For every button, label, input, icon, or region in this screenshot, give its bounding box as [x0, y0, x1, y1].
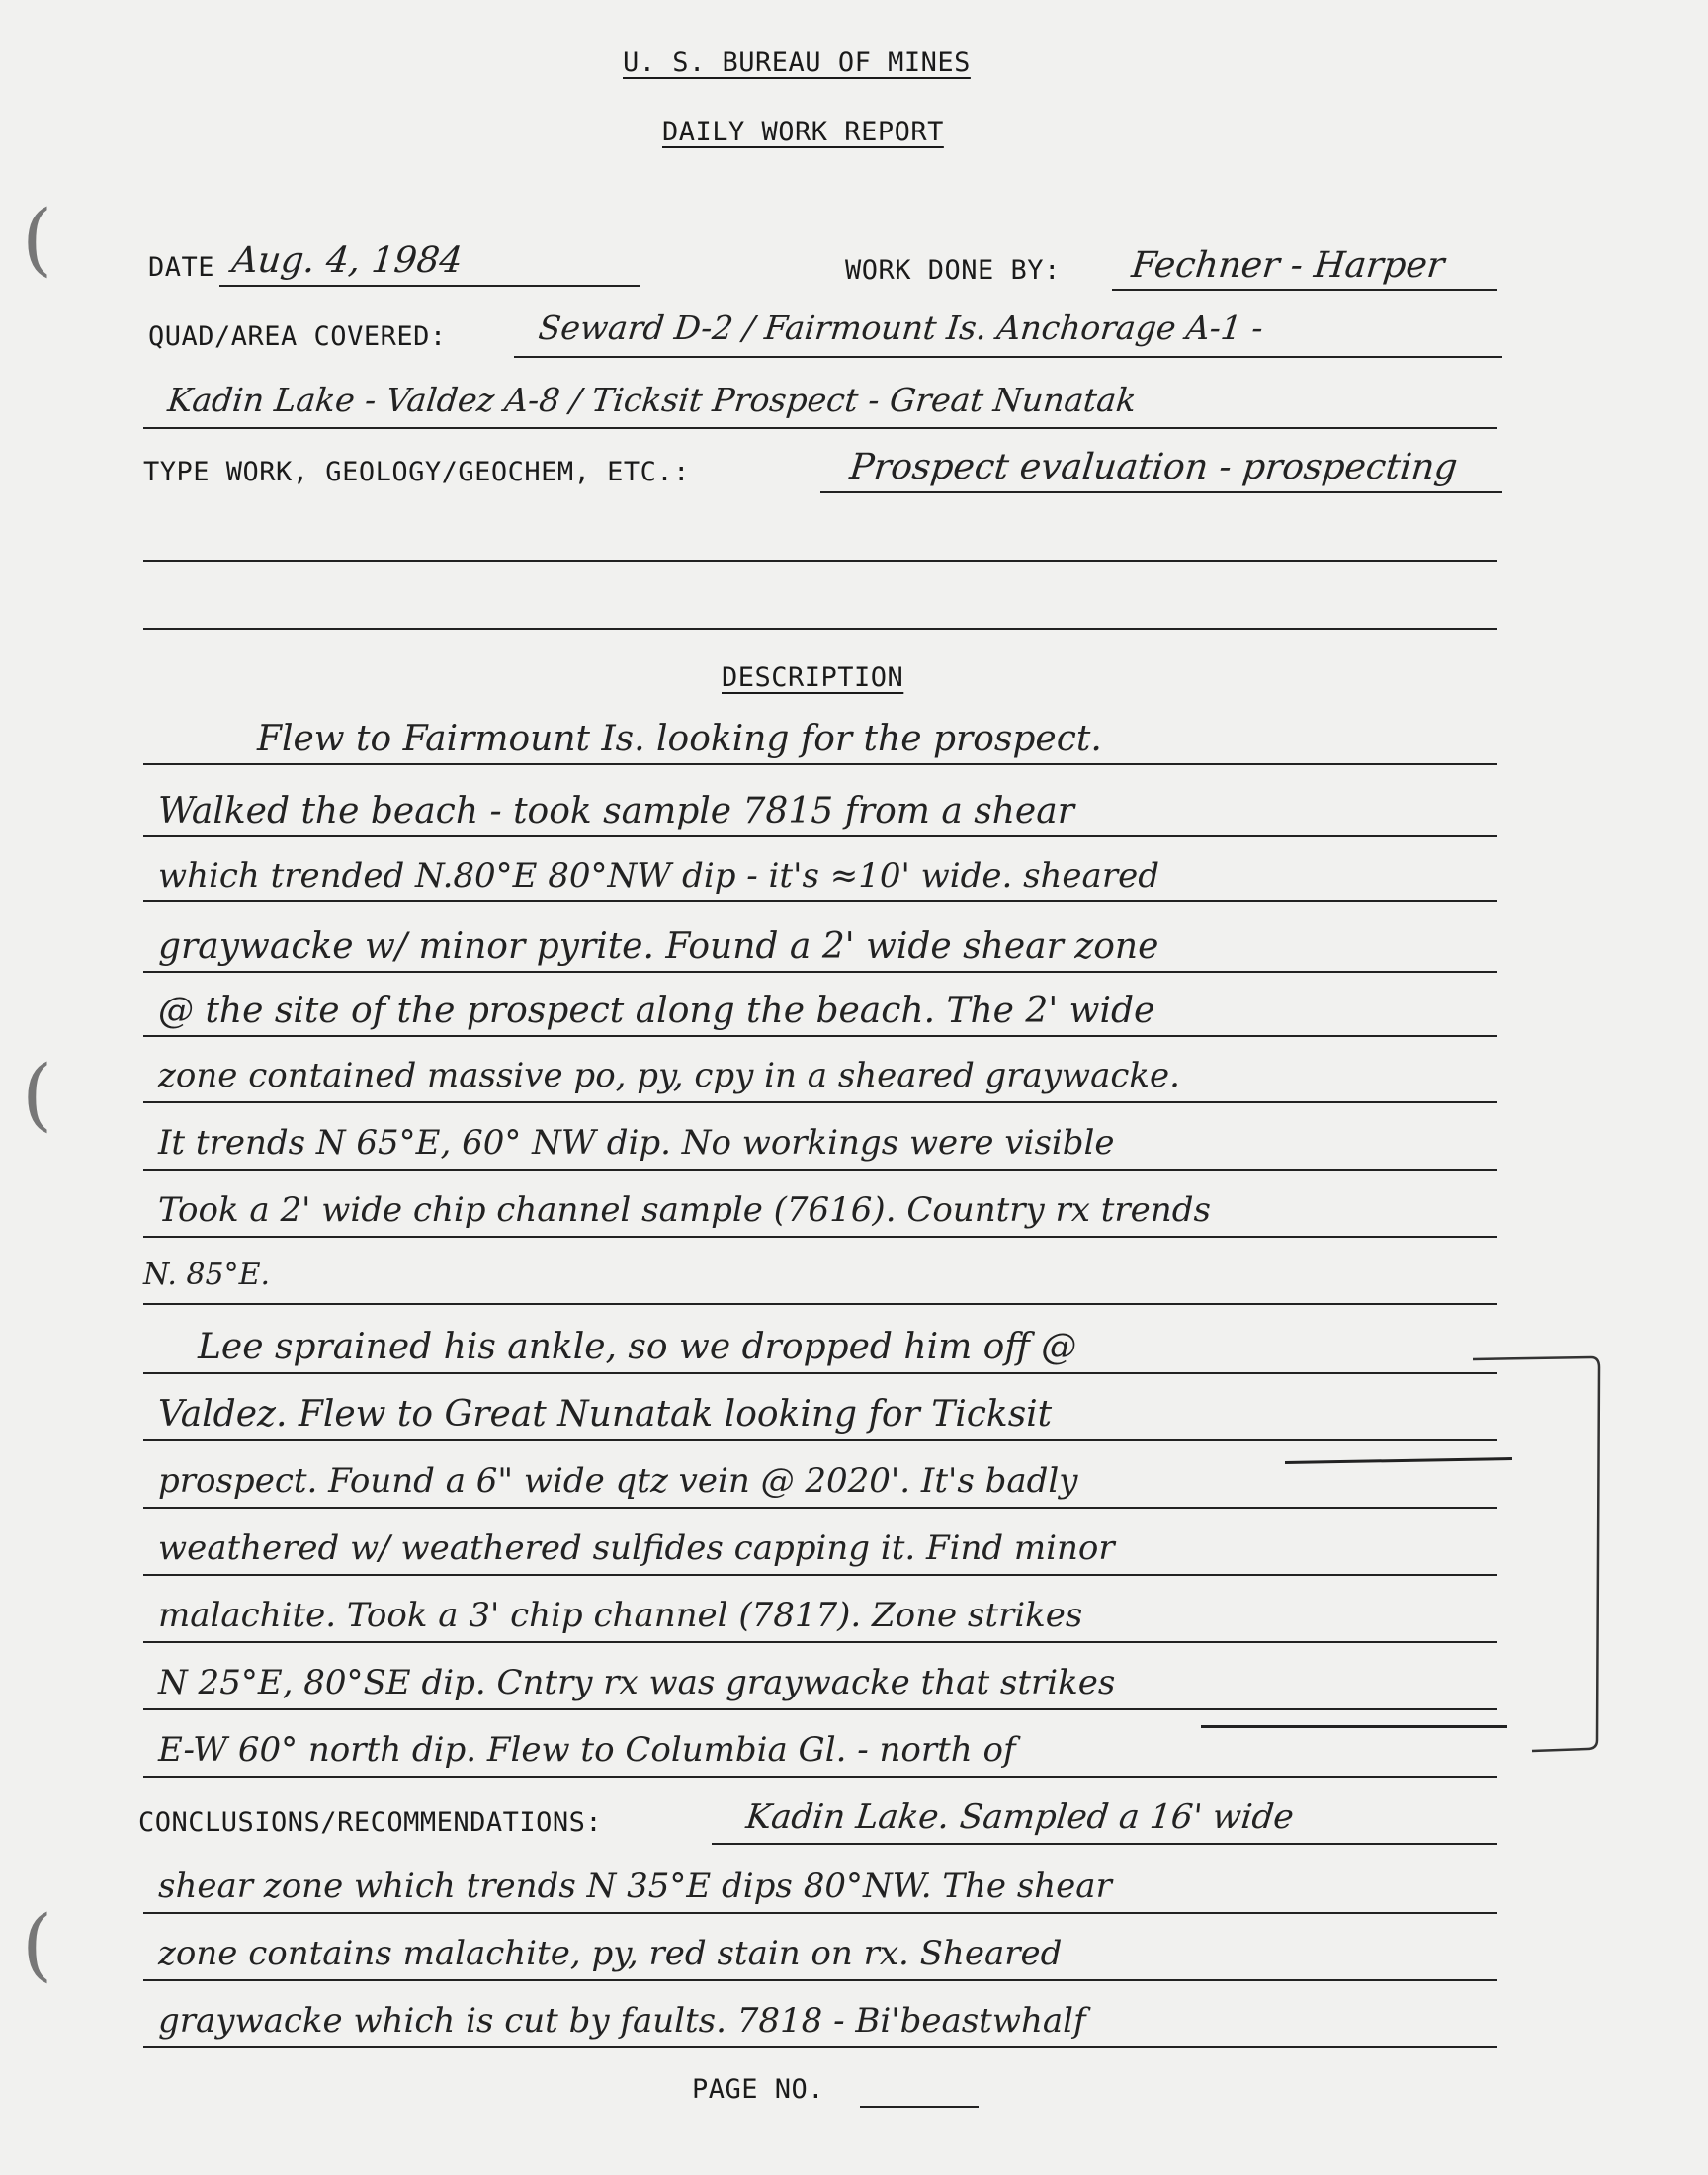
- description-line-10: Lee sprained his ankle, so we dropped him off @: [198, 1327, 1077, 1367]
- ruled-line: [143, 1507, 1497, 1509]
- blank-line-1: [143, 560, 1497, 562]
- page-number-underline: [860, 2106, 979, 2108]
- work-done-by-value: Fechner - Harper: [1129, 245, 1447, 286]
- agency-title: U. S. BUREAU OF MINES: [623, 47, 971, 78]
- description-line-1: Flew to Fairmount Is. looking for the prospect.: [257, 719, 1102, 759]
- quad-underline-2: [143, 427, 1497, 429]
- description-line-4: graywacke w/ minor pyrite. Found a 2' wide shear zone: [158, 926, 1159, 967]
- quad-value-line-1: Seward D-2 / Fairmount Is. Anchorage A-1 -: [536, 308, 1265, 347]
- quad-value-line-2: Kadin Lake - Valdez A-8 / Ticksit Prospect - Great Nunatak: [165, 381, 1139, 419]
- report-title: DAILY WORK REPORT: [662, 117, 944, 147]
- description-line-5: @ the site of the prospect along the beach. The 2' wide: [158, 991, 1155, 1031]
- date-underline: [219, 285, 640, 287]
- quad-label: QUAD/AREA COVERED:: [148, 321, 447, 352]
- description-line-6: zone contained massive po, py, cpy in a sheared graywacke.: [158, 1056, 1180, 1095]
- conclusions-first-line: Kadin Lake. Sampled a 16' wide: [743, 1797, 1296, 1837]
- conclusions-line-3: graywacke which is cut by faults. 7818 - Bi'beastwhalf: [158, 2001, 1086, 2041]
- work-done-by-label: WORK DONE BY:: [845, 255, 1061, 286]
- quad-underline-1: [514, 356, 1502, 358]
- description-line-16: E-W 60° north dip. Flew to Columbia Gl. - north of: [158, 1730, 1016, 1770]
- page-number-label: PAGE NO.: [692, 2074, 825, 2105]
- work-done-by-underline: [1112, 289, 1497, 291]
- description-line-9: N. 85°E.: [143, 1258, 271, 1292]
- ruled-line: [143, 1303, 1497, 1305]
- ruled-line: [143, 835, 1497, 837]
- description-line-7: It trends N 65°E, 60° NW dip. No workings were visible: [158, 1123, 1115, 1163]
- date-value: Aug. 4, 1984: [229, 240, 465, 281]
- description-line-12: prospect. Found a 6" wide qtz vein @ 2020'. It's badly: [158, 1461, 1078, 1501]
- ruled-line: [143, 1641, 1497, 1643]
- bracket-mark: [1473, 1349, 1611, 1765]
- description-line-11: Valdez. Flew to Great Nunatak looking for Ticksit: [158, 1394, 1053, 1435]
- description-line-2: Walked the beach - took sample 7815 from a shear: [158, 791, 1074, 831]
- description-line-14: malachite. Took a 3' chip channel (7817). Zone strikes: [158, 1596, 1083, 1635]
- margin-mark-bottom: (: [22, 1898, 53, 1990]
- ruled-line: [143, 1776, 1497, 1778]
- ruled-line: [143, 1574, 1497, 1576]
- ruled-line: [143, 1372, 1497, 1374]
- type-work-underline: [820, 491, 1502, 493]
- type-work-label: TYPE WORK, GEOLOGY/GEOCHEM, ETC.:: [143, 457, 690, 487]
- ruled-line: [143, 1035, 1497, 1037]
- conclusions-label: CONCLUSIONS/RECOMMENDATIONS:: [138, 1807, 603, 1838]
- ruled-line: [143, 1101, 1497, 1103]
- conclusions-underline: [712, 1843, 1497, 1845]
- description-line-3: which trended N.80°E 80°NW dip - it's ≈10' wide. sheared: [158, 856, 1159, 896]
- ruled-line: [143, 1439, 1497, 1441]
- ruled-line: [143, 2046, 1497, 2048]
- type-work-value: Prospect evaluation - prospecting: [847, 447, 1460, 487]
- blank-line-2: [143, 628, 1497, 630]
- conclusions-line-1: shear zone which trends N 35°E dips 80°NW. The shear: [158, 1867, 1112, 1906]
- description-line-13: weathered w/ weathered sulfides capping it. Find minor: [158, 1528, 1115, 1568]
- emphasis-underline: [1201, 1725, 1507, 1728]
- ruled-line: [143, 1169, 1497, 1171]
- margin-mark-middle: (: [22, 1048, 53, 1140]
- description-line-15: N 25°E, 80°SE dip. Cntry rx was graywacke that strikes: [158, 1663, 1116, 1702]
- date-label: DATE: [148, 252, 215, 283]
- description-line-8: Took a 2' wide chip channel sample (7616). Country rx trends: [158, 1190, 1211, 1230]
- description-heading: DESCRIPTION: [722, 662, 904, 693]
- ruled-line: [143, 1979, 1497, 1981]
- margin-mark-top: (: [22, 193, 53, 285]
- ruled-line: [143, 763, 1497, 765]
- ruled-line: [143, 900, 1497, 902]
- ruled-line: [143, 1912, 1497, 1914]
- ruled-line: [143, 971, 1497, 973]
- ruled-line: [143, 1236, 1497, 1238]
- conclusions-line-2: zone contains malachite, py, red stain on rx. Sheared: [158, 1934, 1063, 1973]
- ruled-line: [143, 1708, 1497, 1710]
